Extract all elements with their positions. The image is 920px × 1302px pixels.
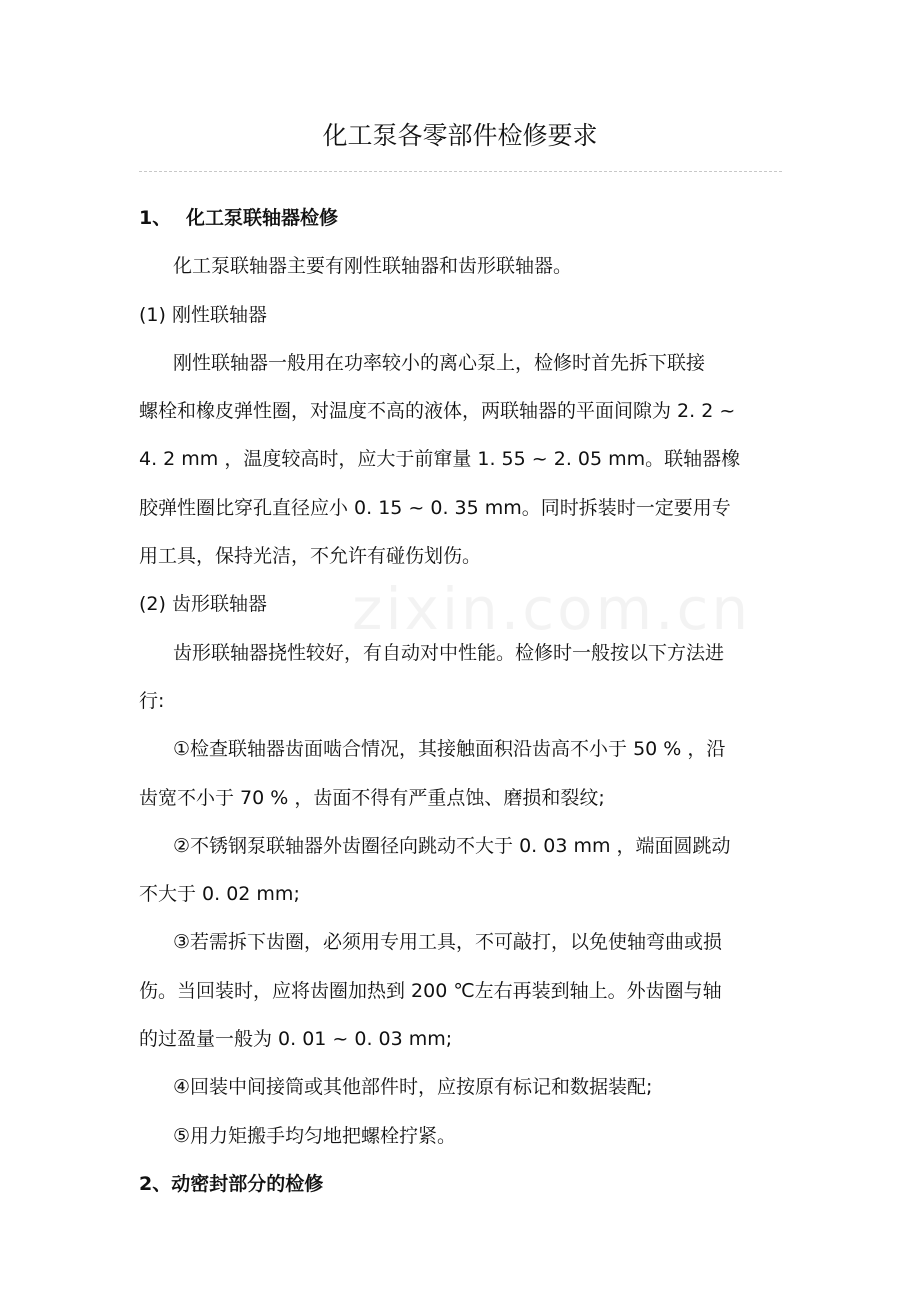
section-heading-2: 2、动密封部分的检修: [139, 1172, 324, 1195]
list-item-4: ④回装中间接筒或其他部件时，应按原有标记和数据装配;: [173, 1076, 653, 1099]
list-item-5: ⑤用力矩搬手均匀地把螺栓拧紧。: [173, 1124, 457, 1147]
title-divider: [139, 171, 782, 172]
list-item-3: ③若需拆下齿圈，必须用专用工具，不可敲打，以免使轴弯曲或损: [173, 931, 723, 954]
paragraph-line: 螺栓和橡皮弹性圈，对温度不高的液体，两联轴器的平面间隙为 2. 2 ~: [139, 400, 736, 423]
paragraph-line: 4. 2 mm ，温度较高时，应大于前窜量 1. 55 ~ 2. 05 mm。联轴器橡: [139, 448, 741, 471]
paragraph-line: 刚性联轴器一般用在功率较小的离心泵上，检修时首先拆下联接: [173, 351, 706, 374]
page-title: 化工泵各零部件检修要求: [322, 121, 598, 150]
section-number: 1、: [139, 207, 172, 229]
list-item-2-cont: 不大于 0. 02 mm;: [139, 883, 300, 906]
list-item-3-cont: 的过盈量一般为 0. 01 ~ 0. 03 mm;: [139, 1028, 453, 1051]
subsection-label-gear: (2) 齿形联轴器: [139, 593, 267, 616]
subsection-label-rigid: (1) 刚性联轴器: [139, 303, 267, 326]
paragraph-line: 胶弹性圈比穿孔直径应小 0. 15 ~ 0. 35 mm。同时拆装时一定要用专: [139, 496, 731, 519]
list-item-3-cont: 伤。当回装时，应将齿圈加热到 200 ℃左右再装到轴上。外齿圈与轴: [139, 979, 722, 1002]
list-item-1-cont: 齿宽不小于 70 % ，齿面不得有严重点蚀、磨损和裂纹;: [139, 786, 605, 809]
document-body: [139, 194, 782, 1208]
paragraph-line: 齿形联轴器挠性较好，有自动对中性能。检修时一般按以下方法进: [173, 641, 725, 664]
section-heading-1: [139, 194, 782, 242]
paragraph-line: 行:: [139, 689, 165, 712]
list-item-2: ②不锈钢泵联轴器外齿圈径向跳动不大于 0. 03 mm ，端面圆跳动: [173, 834, 731, 857]
paragraph-intro: 化工泵联轴器主要有刚性联轴器和齿形联轴器。: [173, 255, 573, 278]
paragraph-line: 用工具，保持光洁，不允许有碰伤划伤。: [139, 545, 482, 568]
section-title: 化工泵联轴器检修: [186, 207, 339, 229]
list-item-1: ①检查联轴器齿面啮合情况，其接触面积沿齿高不小于 50 % ，沿: [173, 738, 726, 761]
